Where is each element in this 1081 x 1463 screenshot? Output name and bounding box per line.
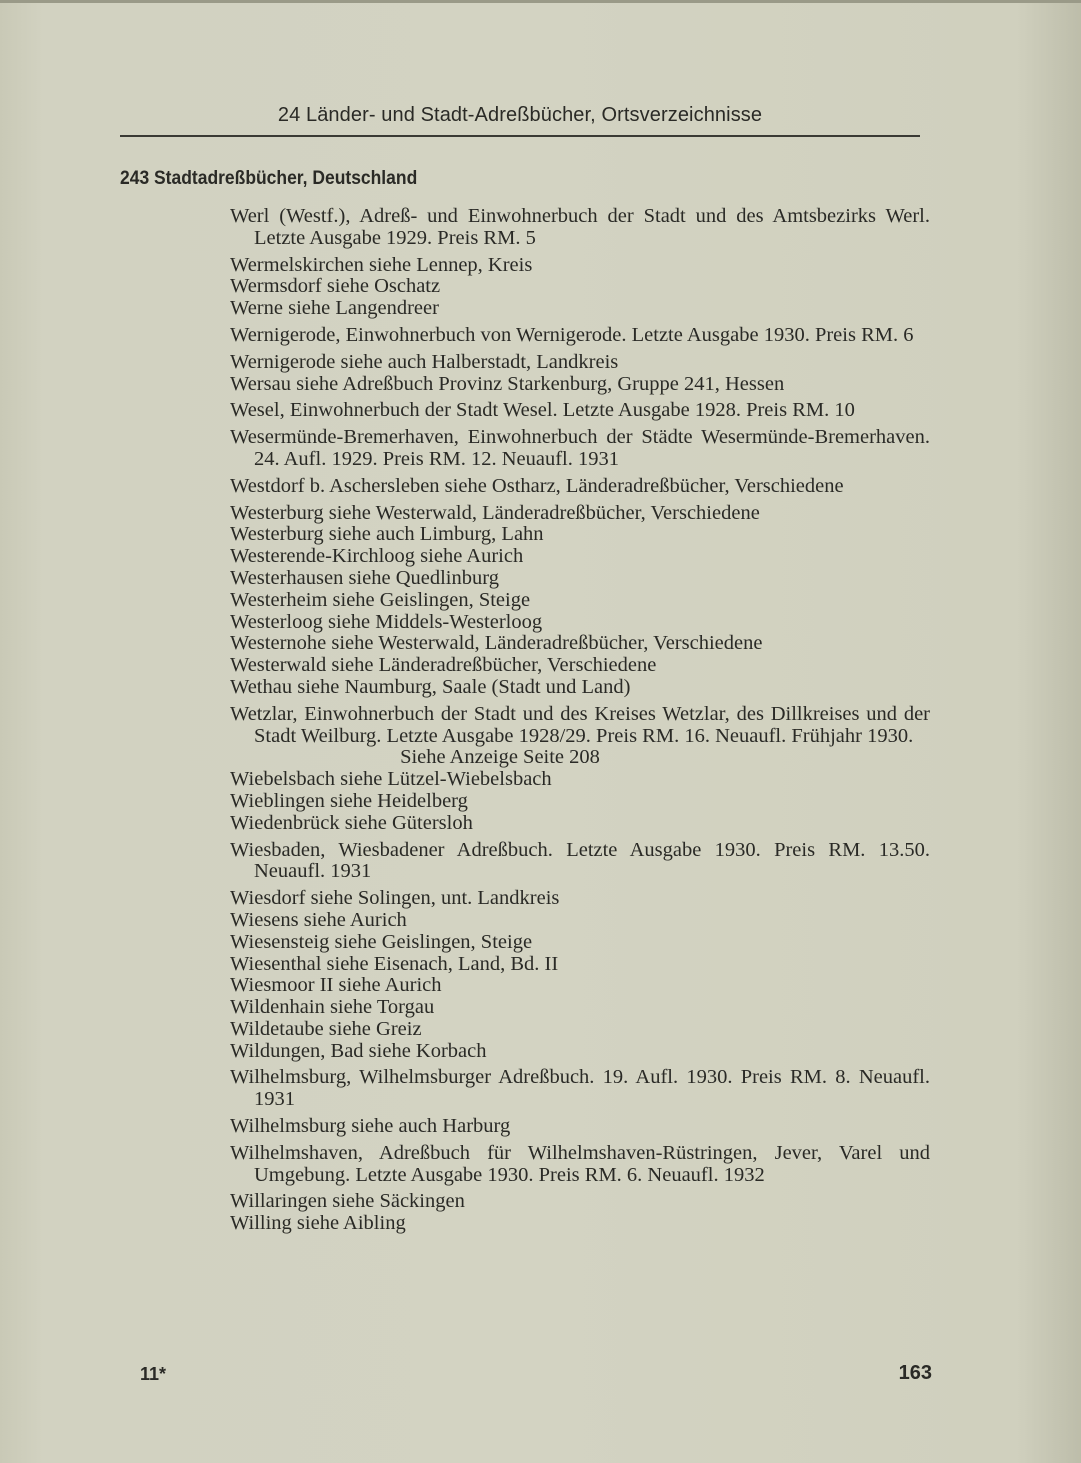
list-item: Westerwald siehe Länderadreßbücher, Verschiedene xyxy=(230,654,657,677)
signature-mark: 11* xyxy=(140,1364,167,1384)
list-item: Wermsdorf siehe Oschatz xyxy=(230,275,441,298)
list-item: Wernigerode siehe auch Halberstadt, Landkreis xyxy=(230,350,619,373)
list-item: Werl (Westf.), Adreß- und Einwohnerbuch der Stadt und des Amtsbezirks Werl. Letzte Ausgabe 1929. Preis RM. 5 xyxy=(230,205,930,249)
page-number: 163 xyxy=(898,1362,932,1384)
list-item: Wildetaube siehe Greiz xyxy=(230,1017,422,1040)
list-item: Wiesbaden, Wiesbadener Adreßbuch. Letzte Ausgabe 1930. Preis RM. 13.50. Neuaufl. 1931 xyxy=(230,838,930,883)
list-item: Wilhelmsburg siehe auch Harburg xyxy=(230,1115,511,1138)
advertisement-reference: Siehe Anzeige Seite 208 xyxy=(400,746,600,769)
list-item: Wieblingen siehe Heidelberg xyxy=(230,789,468,812)
list-item: Wiesenthal siehe Eisenach, Land, Bd. II xyxy=(230,952,559,975)
list-item: Wiesmoor II siehe Aurich xyxy=(230,974,442,997)
running-head: 24 Länder- und Stadt-Adreßbücher, Ortsverzeichnisse xyxy=(277,104,763,126)
list-item: Wildungen, Bad siehe Korbach xyxy=(230,1039,487,1062)
scan-edge xyxy=(0,0,1081,3)
list-item: Wesermünde-Bremerhaven, Einwohnerbuch der Städte Wesermünde-Bremerhaven. 24. Aufl. 1929. Preis RM. 12. Neuaufl. 1931 xyxy=(230,426,930,470)
header-rule xyxy=(120,135,920,137)
list-item: Wetzlar, Einwohnerbuch der Stadt und des Kreises Wetzlar, des Dillkreises und der Stadt Weilburg. Letzte Ausgabe 1928/29. Preis RM. 16. Neuaufl. Frühjahr 1930. xyxy=(230,702,930,747)
list-item: Wiesdorf siehe Solingen, unt. Landkreis xyxy=(230,887,560,910)
list-item: Westernohe siehe Westerwald, Länderadreßbücher, Verschiedene xyxy=(230,632,763,655)
list-item: Wethau siehe Naumburg, Saale (Stadt und Land) xyxy=(230,675,631,698)
list-item: Wilhelmshaven, Adreßbuch für Wilhelmshaven-Rüstringen, Jever, Varel und Umgebung. Letzte Ausgabe 1930. Preis RM. 6. Neuaufl. 1932 xyxy=(230,1141,930,1186)
list-item: Wildenhain siehe Torgau xyxy=(230,996,435,1019)
list-item: Wilhelmsburg, Wilhelmsburger Adreßbuch. 19. Aufl. 1930. Preis RM. 8. Neuaufl. 1931 xyxy=(230,1066,930,1111)
list-item: Willing siehe Aibling xyxy=(230,1212,406,1235)
list-item: Wernigerode, Einwohnerbuch von Wernigerode. Letzte Ausgabe 1930. Preis RM. 6 xyxy=(230,323,914,346)
entry-list xyxy=(230,206,930,1235)
list-item: Westerende-Kirchloog siehe Aurich xyxy=(230,545,524,568)
list-item: Wiedenbrück siehe Gütersloh xyxy=(230,811,473,834)
list-item: Westerloog siehe Middels-Westerloog xyxy=(230,610,543,633)
section-title: 243 Stadtadreßbücher, Deutschland xyxy=(120,168,418,189)
list-item: Westerheim siehe Geislingen, Steige xyxy=(230,588,531,611)
list-item: Wiesens siehe Aurich xyxy=(230,908,407,931)
list-item: Wiesensteig siehe Geislingen, Steige xyxy=(230,930,533,953)
list-item: Werne siehe Langendreer xyxy=(230,297,439,320)
list-item: Willaringen siehe Säckingen xyxy=(230,1190,465,1213)
list-item: Westdorf b. Aschersleben siehe Ostharz, Länderadreßbücher, Verschiedene xyxy=(230,474,844,497)
list-item: Westerburg siehe auch Limburg, Lahn xyxy=(230,523,544,546)
list-item: Wiebelsbach siehe Lützel-Wiebelsbach xyxy=(230,768,552,791)
list-item: Westerburg siehe Westerwald, Länderadreßbücher, Verschiedene xyxy=(230,501,760,524)
list-item: Wesel, Einwohnerbuch der Stadt Wesel. Letzte Ausgabe 1928. Preis RM. 10 xyxy=(230,399,855,422)
list-item: Wermelskirchen siehe Lennep, Kreis xyxy=(230,253,533,276)
list-item: Wersau siehe Adreßbuch Provinz Starkenburg, Gruppe 241, Hessen xyxy=(230,372,785,395)
list-item: Westerhausen siehe Quedlinburg xyxy=(230,566,499,589)
